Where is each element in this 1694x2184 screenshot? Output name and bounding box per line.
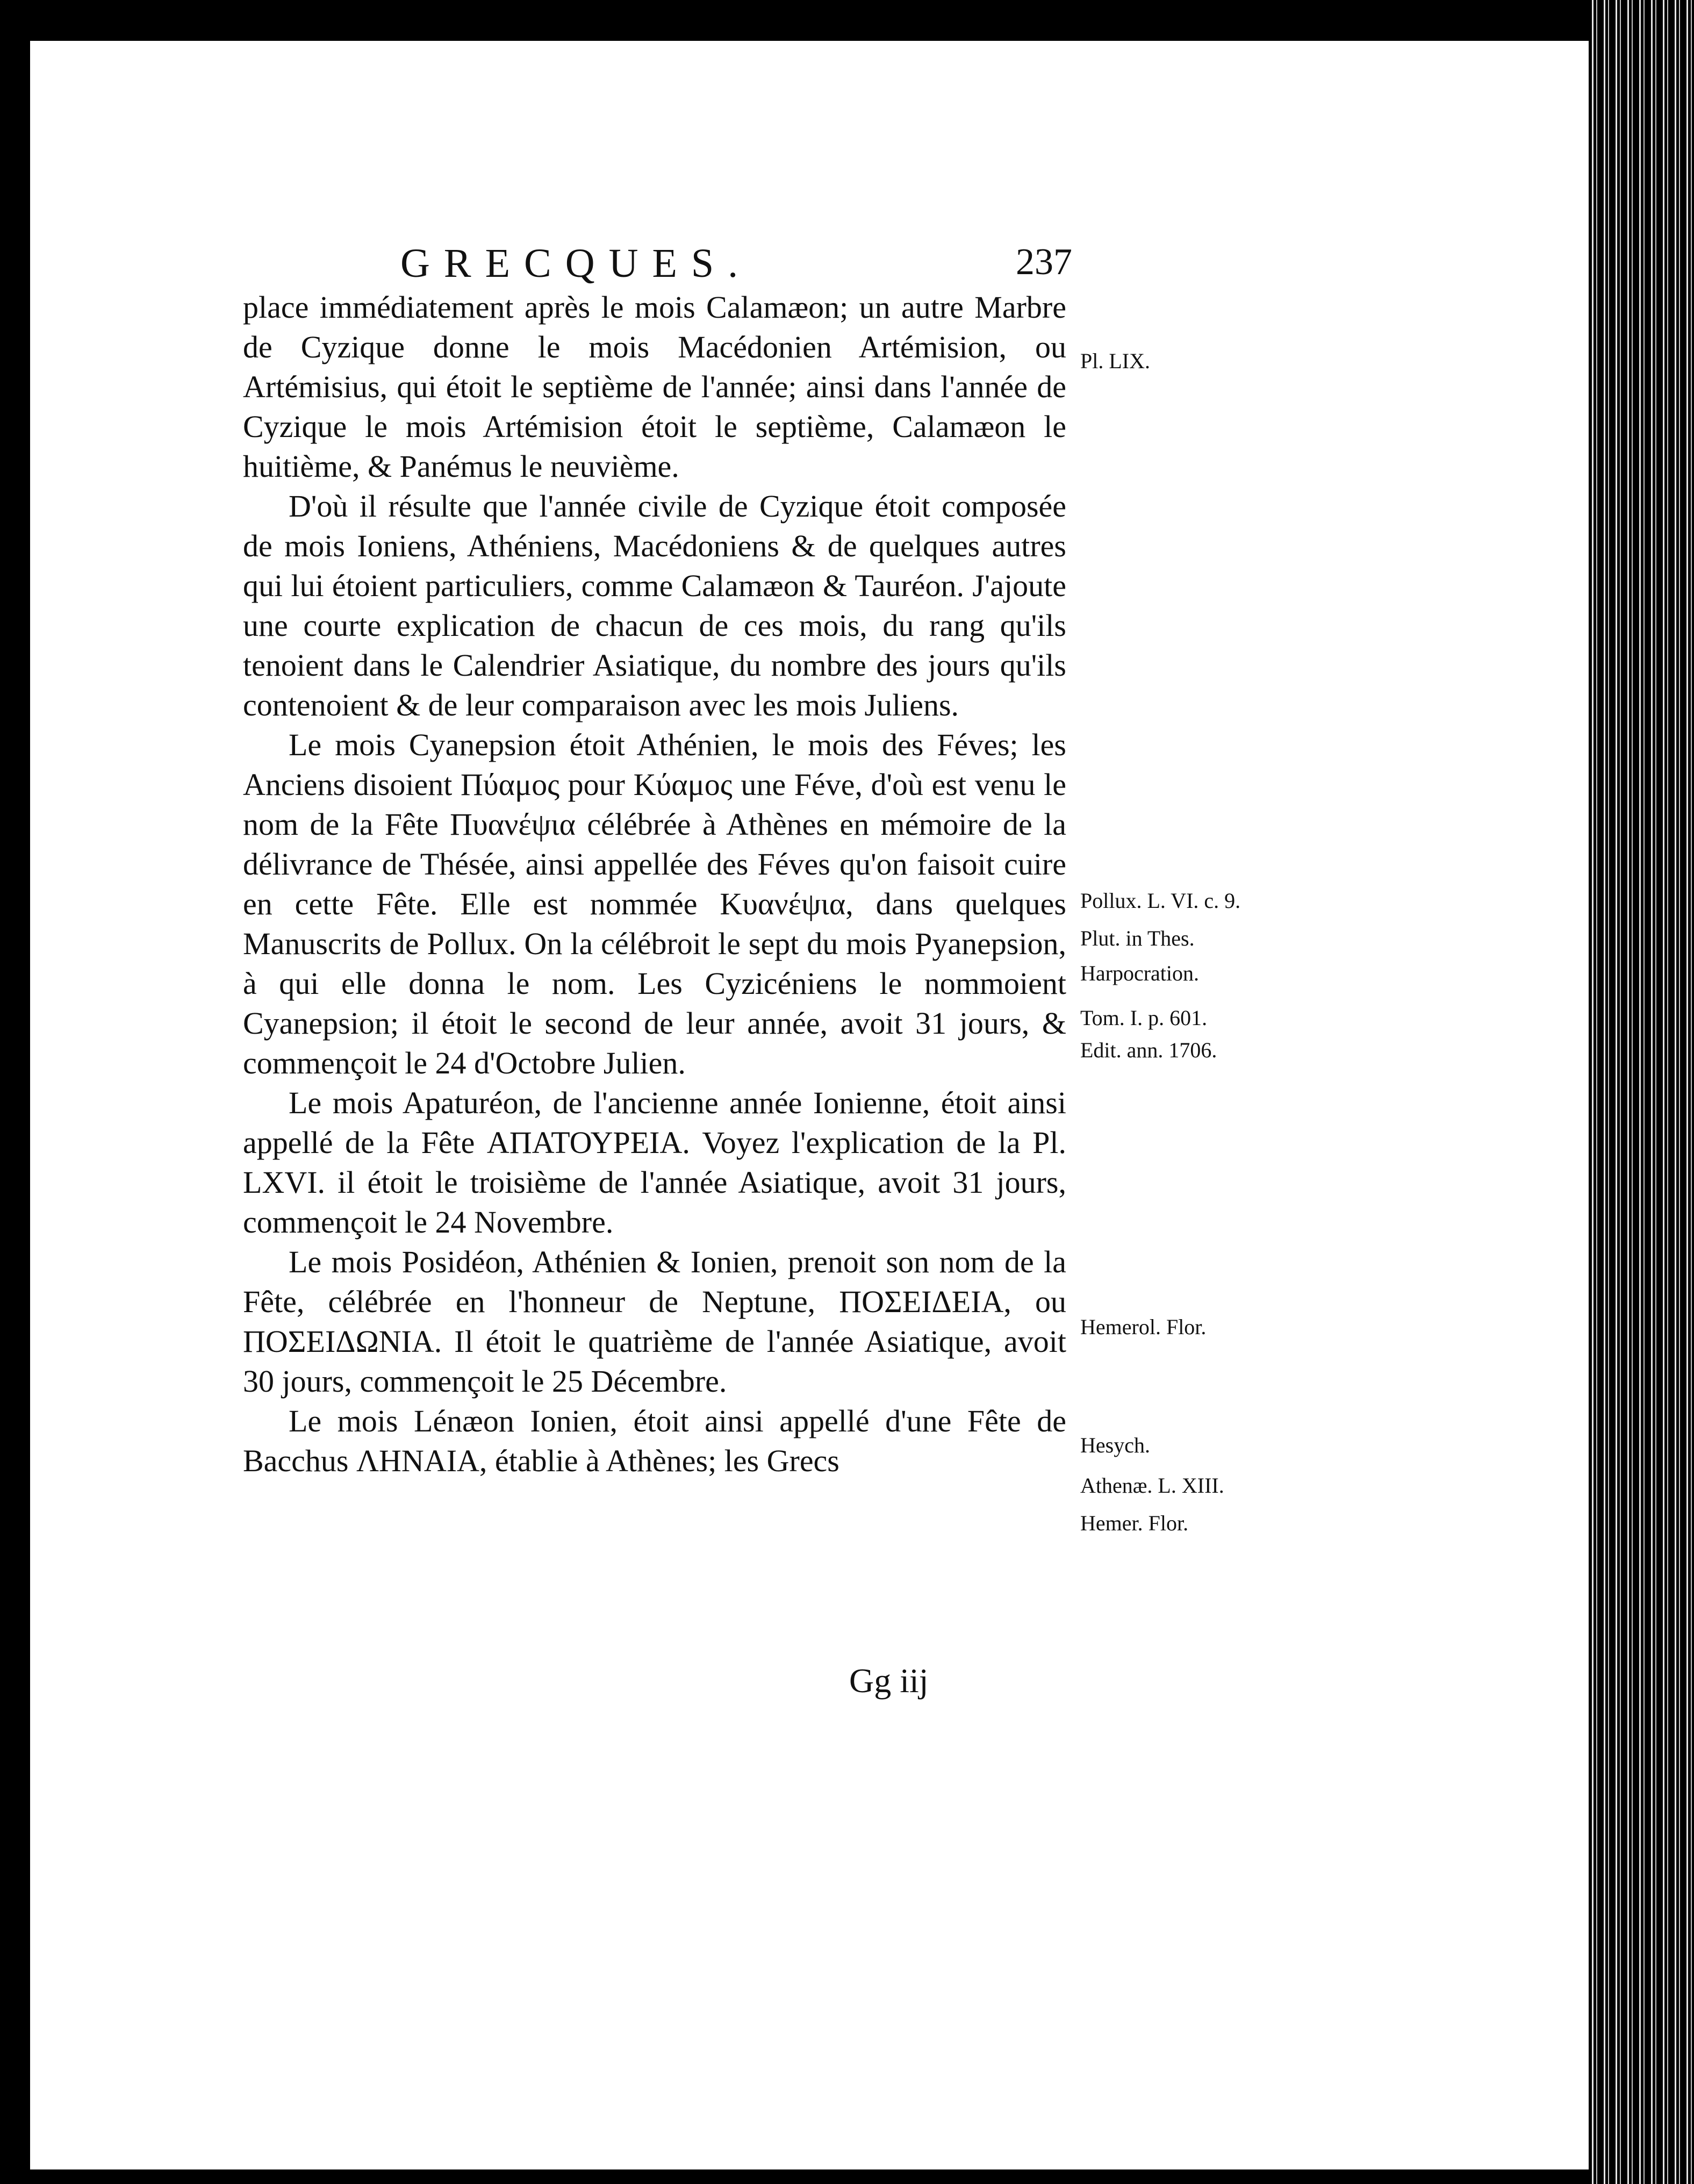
- marginal-note-hemerol: Hemerol. Flor.: [1080, 1315, 1207, 1339]
- paragraph-4: Le mois Apaturéon, de l'ancienne année Ionienne, étoit ainsi appellé de la Fête ΑΠΑΤΟΥΡΕΙΑ. Voyez l'explication de la Pl. LXVI. il étoit le troisième de l'année Asiatique, avoit 31 jours, commençoit le 24 Novembre.: [243, 1085, 1066, 1240]
- marginal-note-pl-lix: Pl. LIX.: [1080, 349, 1150, 373]
- marginal-note-plutarch: Plut. in Thes.: [1080, 926, 1195, 950]
- marginal-note-hemer: Hemer. Flor.: [1080, 1511, 1189, 1535]
- paragraph-5: Le mois Posidéon, Athénien & Ionien, prenoit son nom de la Fête, célébrée en l'honneur de Neptune, ΠΟΣΕΙΔΕΙΑ, ou ΠΟΣΕΙΔΩΝΙΑ. Il étoit le quatrième de l'année Asiatique, avoit 30 jours, commençoit le 25 Décembre.: [243, 1244, 1066, 1399]
- marginal-note-athenae: Athenæ. L. XIII.: [1080, 1473, 1224, 1498]
- paragraph-2: D'où il résulte que l'année civile de Cyzique étoit composée de mois Ioniens, Athéniens, Macédoniens & de quelques autres qui lui étoient particuliers, comme Calamæon & Tauréon. J'ajoute une courte explication de chacun de ces mois, du rang qu'ils tenoient dans le Calendrier Asiatique, du nombre des jours qu'ils contenoient & de leur comparaison avec les mois Juliens.: [243, 489, 1066, 722]
- paragraph-1: place immédiatement après le mois Calamæon; un autre Marbre de Cyzique donne le mois Macédonien Artémision, ou Artémisius, qui étoit le septième de l'année; ainsi dans l'année de Cyzique le mois Artémision étoit le septième, Calamæon le huitième, & Panémus le neuvième.: [243, 290, 1066, 484]
- marginal-note-hesych: Hesych.: [1080, 1433, 1150, 1457]
- main-text-block: [243, 288, 1066, 1481]
- running-head: GRECQUES.: [400, 241, 752, 286]
- page-number: 237: [1016, 241, 1072, 283]
- marginal-note-harpocration: Harpocration.: [1080, 961, 1200, 985]
- book-edge-fore-edge: [1589, 0, 1694, 2184]
- printer-signature: Gg iij: [849, 1662, 929, 1700]
- marginal-note-pollux: Pollux. L. VI. c. 9.: [1080, 889, 1241, 913]
- paragraph-6: Le mois Lénæon Ionien, étoit ainsi appellé d'une Fête de Bacchus ΛΗΝΑΙΑ, établie à Athènes; les Grecs: [243, 1404, 1066, 1478]
- paragraph-3: Le mois Cyanepsion étoit Athénien, le mois des Féves; les Anciens disoient Πύαμος pour Κύαμος une Féve, d'où est venu le nom de la Fête Πυανέψια célébrée à Athènes en mémoire de la délivrance de Thésée, ainsi appellée des Féves qu'on faisoit cuire en cette Fête. Elle est nommée Κυανέψια, dans quelques Manuscrits de Pollux. On la célébroit le sept du mois Pyanepsion, à qui elle donna le nom. Les Cyzicéniens le nommoient Cyanepsion; il étoit le second de leur année, avoit 31 jours, & commençoit le 24 d'Octobre Julien.: [243, 727, 1066, 1080]
- marginal-note-tome: Tom. I. p. 601.: [1080, 1006, 1208, 1030]
- marginal-note-edition: Edit. ann. 1706.: [1080, 1038, 1217, 1062]
